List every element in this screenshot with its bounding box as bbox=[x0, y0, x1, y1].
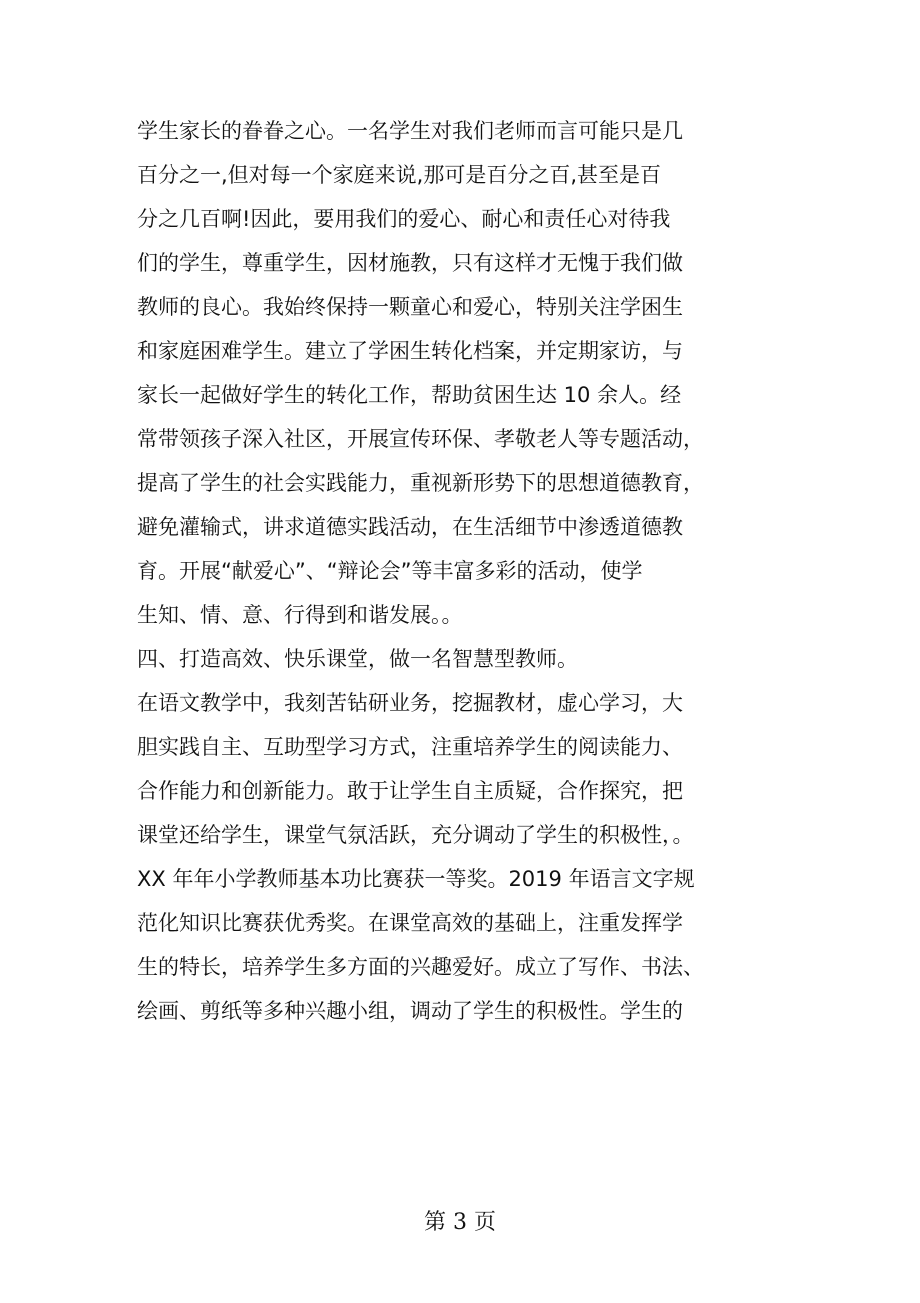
text-line: 合作能力和创新能力。敢于让学生自主质疑，合作探究，把 bbox=[137, 779, 683, 803]
text-line: 分之几百啊!因此，要用我们的爱心、耐心和责任心对待我 bbox=[137, 207, 671, 231]
text-line: 提高了学生的社会实践能力，重视新形势下的思想道德教育， bbox=[137, 471, 704, 495]
text-line: 育。开展“献爱心”、“辩论会”等丰富多彩的活动，使学 bbox=[137, 559, 643, 583]
text-line: 课堂还给学生，课堂气氛活跃，充分调动了学生的积极性，。 bbox=[137, 823, 694, 847]
text-line: 生知、情、意、行得到和谐发展。。 bbox=[137, 603, 463, 627]
page-number: 第 3 页 bbox=[424, 1210, 496, 1235]
text-line: 家长一起做好学生的转化工作，帮助贫困生达 10 余人。经 bbox=[137, 383, 682, 407]
text-line: 在语文教学中，我刻苦钻研业务，挖掘教材，虚心学习，大 bbox=[137, 691, 683, 715]
text-line: 和家庭困难学生。建立了学困生转化档案，并定期家访，与 bbox=[137, 339, 683, 363]
text-line: 们的学生，尊重学生，因材施教，只有这样才无愧于我们做 bbox=[137, 251, 683, 275]
text-line: 生的特长，培养学生多方面的兴趣爱好。成立了写作、书法、 bbox=[137, 955, 704, 979]
text-line: 胆实践自主、互助型学习方式，注重培养学生的阅读能力、 bbox=[137, 735, 683, 759]
text-line: 范化知识比赛获优秀奖。在课堂高效的基础上，注重发挥学 bbox=[137, 911, 683, 935]
text-line: 绘画、剪纸等多种兴趣小组，调动了学生的积极性。学生的 bbox=[137, 999, 683, 1023]
text-line: 常带领孩子深入社区，开展宣传环保、孝敬老人等专题活动， bbox=[137, 427, 704, 451]
body-text bbox=[137, 109, 707, 1033]
text-line: XX 年年小学教师基本功比赛获一等奖。2019 年语言文字规 bbox=[137, 867, 695, 891]
section-heading: 四、打造高效、快乐课堂，做一名智慧型教师。 bbox=[137, 647, 578, 671]
text-line: 教师的良心。我始终保持一颗童心和爱心，特别关注学困生 bbox=[137, 295, 683, 319]
text-line: 百分之一,但对每一个家庭来说,那可是百分之百,甚至是百 bbox=[137, 163, 662, 187]
text-line: 避免灌输式，讲求道德实践活动，在生活细节中渗透道德教 bbox=[137, 515, 683, 539]
text-line: 学生家长的眷眷之心。一名学生对我们老师而言可能只是几 bbox=[137, 119, 683, 143]
